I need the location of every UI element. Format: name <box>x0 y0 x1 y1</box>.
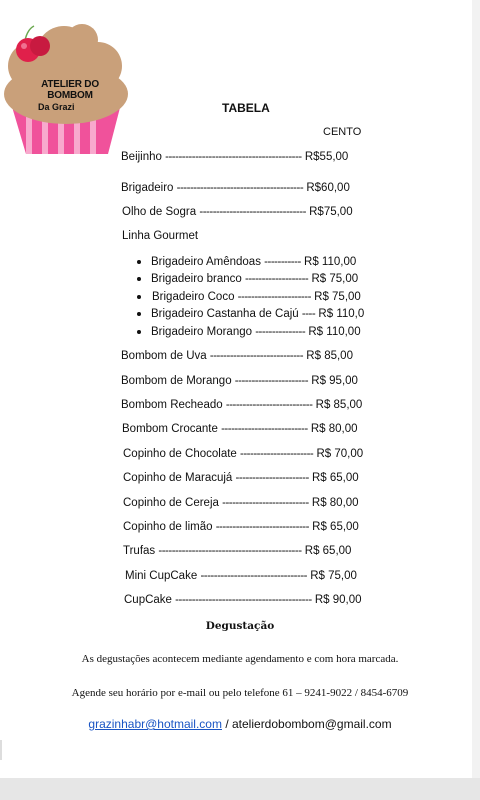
item-price: R$75,00 <box>309 206 353 218</box>
item-name: Copinho de Maracujá <box>123 472 233 484</box>
item-price: R$ 85,00 <box>306 350 353 362</box>
dash-leader: -------------------------- <box>221 423 308 435</box>
bullet-icon <box>137 312 141 316</box>
email-link-hotmail[interactable]: grazinhabr@hotmail.com <box>88 717 222 731</box>
bullet-icon <box>137 295 141 299</box>
list-item <box>151 307 364 321</box>
dash-leader: ---------------------------- <box>215 521 309 533</box>
item-price: R$ 110,00 <box>304 256 357 268</box>
dash-leader: ------------------- <box>244 273 309 285</box>
dash-leader: ---------------------------- <box>209 350 304 362</box>
item-price: R$ 70,00 <box>316 448 364 460</box>
bullet-icon <box>137 260 141 264</box>
logo-title: ATELIER DO BOMBOM <box>41 79 99 101</box>
price-row <box>121 349 353 363</box>
item-name: Beijinho <box>121 151 162 163</box>
list-item <box>152 290 361 304</box>
dash-leader: ---------------------- <box>240 448 314 460</box>
schedule-info: Agende seu horário por e-mail ou pelo telefone 61 – 9241-9022 / 8454-6709 <box>71 687 409 699</box>
dash-leader: ---------------------- <box>234 375 309 387</box>
item-name: Brigadeiro Castanha de Cajú <box>151 308 299 320</box>
price-row <box>121 398 362 412</box>
email-gmail: atelierdobombom@gmail.com <box>232 717 392 731</box>
degustacao-info: As degustações acontecem mediante agendamento e com hora marcada. <box>81 653 399 665</box>
bullet-icon <box>137 277 141 281</box>
column-header-cento: CENTO <box>323 126 362 138</box>
dash-leader: -------------------------- <box>222 497 309 509</box>
item-price: R$55,00 <box>304 151 349 163</box>
list-item <box>151 272 358 286</box>
price-row <box>122 205 353 219</box>
price-row <box>121 150 348 164</box>
item-price: R$ 65,00 <box>312 521 359 533</box>
item-name: Copinho de limão <box>123 521 213 533</box>
dash-leader: -------------------------------- <box>199 206 306 218</box>
item-name: Bombom Recheado <box>121 399 223 411</box>
page-edge-mark <box>0 740 2 760</box>
dash-leader: ------------------------------------------- <box>158 545 302 557</box>
bottom-strip <box>0 778 480 800</box>
item-name: Olho de Sogra <box>122 206 197 218</box>
price-row <box>124 593 362 607</box>
dash-leader: -------------------------------------- <box>176 182 304 194</box>
price-row <box>123 471 359 485</box>
item-name: Bombom de Morango <box>121 375 232 387</box>
item-price: R$60,00 <box>306 182 350 194</box>
price-table-title: TABELA <box>222 101 270 115</box>
item-name: Mini CupCake <box>125 570 198 582</box>
item-name: Bombom Crocante <box>122 423 218 435</box>
item-name: Brigadeiro Morango <box>151 326 253 338</box>
price-row <box>121 374 358 388</box>
contact-emails <box>0 717 472 731</box>
dash-leader: ---------------------- <box>237 291 311 303</box>
item-price: R$ 95,00 <box>311 375 358 387</box>
dash-leader: ---------------------- <box>235 472 309 484</box>
dash-leader: -------------------------------- <box>200 570 307 582</box>
item-name: Copinho de Cereja <box>123 497 219 509</box>
price-row <box>123 544 351 558</box>
dash-leader: ----------------------------------------- <box>165 151 302 163</box>
logo-subtitle: Da Grazi <box>38 102 75 112</box>
price-row <box>122 422 358 436</box>
item-price: R$ 75,00 <box>311 273 359 285</box>
item-price: R$ 85,00 <box>315 399 363 411</box>
price-row <box>123 447 363 461</box>
email-separator: / <box>221 717 232 731</box>
item-name: CupCake <box>124 594 172 606</box>
item-name: Brigadeiro Coco <box>152 291 235 303</box>
item-price: R$ 110,0 <box>318 308 365 320</box>
item-name: Brigadeiro branco <box>151 273 242 285</box>
price-row <box>125 569 357 583</box>
item-name: Bombom de Uva <box>121 350 207 362</box>
item-price: R$ 90,00 <box>314 594 362 606</box>
dash-leader: ----------- <box>264 256 301 268</box>
item-price: R$ 80,00 <box>310 423 358 435</box>
list-item <box>151 325 361 339</box>
bullet-icon <box>137 330 141 334</box>
item-name: Brigadeiro <box>121 182 174 194</box>
item-price: R$ 65,00 <box>312 472 359 484</box>
degustacao-title: Degustação <box>205 620 275 632</box>
dash-leader: ---- <box>301 308 316 320</box>
item-price: R$ 75,00 <box>310 570 357 582</box>
section-label: Linha Gourmet <box>122 230 199 242</box>
list-item <box>151 255 356 269</box>
item-price: R$ 65,00 <box>304 545 352 557</box>
dash-leader: -------------------------- <box>225 399 313 411</box>
dash-leader: --------------- <box>255 326 306 338</box>
item-name: Trufas <box>123 545 156 557</box>
item-price: R$ 80,00 <box>311 497 359 509</box>
price-row <box>121 181 350 195</box>
dash-leader: ----------------------------------------- <box>175 594 312 606</box>
item-price: R$ 75,00 <box>314 291 361 303</box>
item-name: Copinho de Chocolate <box>123 448 237 460</box>
price-row <box>123 496 359 510</box>
item-name: Brigadeiro Amêndoas <box>151 256 261 268</box>
item-price: R$ 110,00 <box>308 326 361 338</box>
price-row <box>123 520 359 534</box>
